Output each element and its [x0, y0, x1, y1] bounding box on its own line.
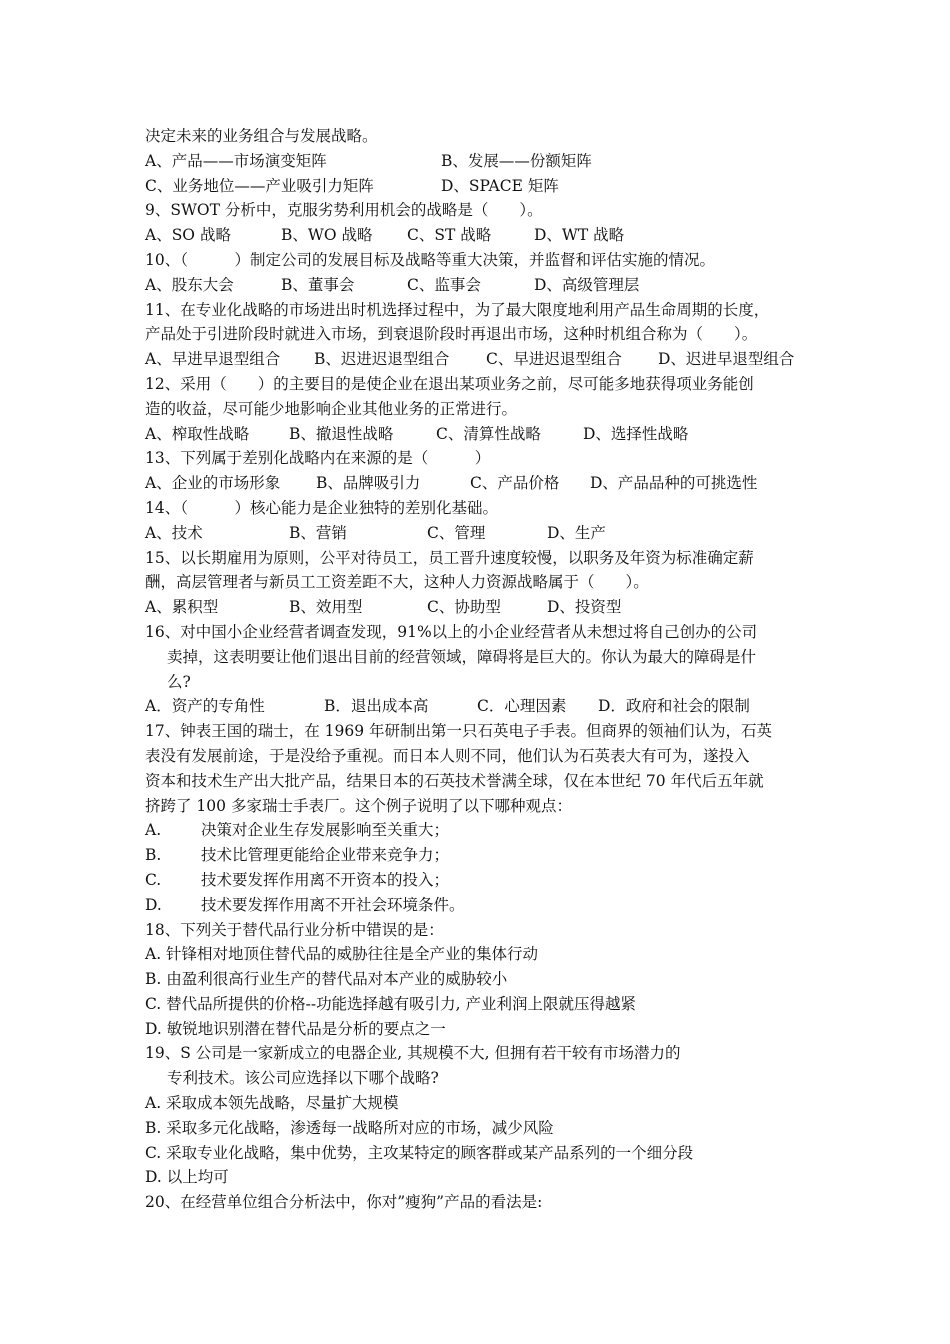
options-row — [145, 149, 817, 174]
option-d: D. 敏锐地识别潜在替代品是分析的要点之一 — [145, 1019, 446, 1038]
option-c: C、管理 — [427, 523, 486, 542]
option-b: B、效用型 — [289, 598, 363, 617]
option-b: B．退出成本高 — [324, 697, 429, 716]
options-row — [145, 422, 817, 447]
question-15-cont: 酬，高层管理者与新员工工资差距不大，这种人力资源战略属于（ ）。 — [145, 573, 649, 592]
option-key: B. — [145, 846, 162, 865]
option-a: A. 采取成本领先战略，尽量扩大规模 — [145, 1094, 399, 1113]
question-10: 10、（ ）制定公司的发展目标及战略等重大决策，并监督和评估实施的情况。 — [145, 250, 715, 269]
option-a: A、榨取性战略 — [145, 424, 250, 443]
question-11: 11、在专业化战略的市场进出时机选择过程中，为了最大限度地利用产品生命周期的长度， — [145, 300, 770, 319]
question-11-cont: 产品处于引进阶段时就进入市场，到衰退阶段时再退出市场，这种时机组合称为（ ）。 — [145, 325, 758, 344]
options-row — [145, 174, 817, 199]
options-row — [145, 273, 817, 298]
option-c: C、ST 战略 — [407, 226, 492, 245]
option-b: B、撤退性战略 — [289, 424, 394, 443]
option-a — [145, 818, 817, 843]
question-9: 9、SWOT 分析中，克服劣势利用机会的战略是（ ）。 — [145, 201, 543, 220]
question-16: 16、对中国小企业经营者调查发现，91%以上的小企业经营者从未想过将自己创办的公司 — [145, 622, 758, 641]
document-page — [145, 124, 817, 1215]
option-d: D、产品品种的可挑选性 — [590, 474, 758, 493]
option-key: C. — [145, 870, 162, 889]
option-d: D、WT 战略 — [534, 226, 625, 245]
options-row — [145, 223, 817, 248]
option-c: C、监事会 — [407, 275, 481, 294]
option-b: B、迟进迟退型组合 — [314, 350, 450, 369]
question-17: 17、钟表王国的瑞士，在 1969 年研制出第一只石英电子手表。但商界的领袖们认为，石英 — [145, 722, 773, 741]
option-d: D．政府和社会的限制 — [598, 697, 750, 716]
option-a: A、股东大会 — [145, 275, 234, 294]
option-c: C、早进迟退型组合 — [486, 350, 622, 369]
question-16-cont: 么? — [167, 672, 191, 691]
text-line: 决定未来的业务组合与发展战略。 — [145, 127, 378, 145]
option-b — [145, 843, 817, 868]
option-c: C、产品价格 — [470, 474, 560, 493]
question-19-cont: 专利技术。该公司应选择以下哪个战略? — [167, 1069, 439, 1088]
option-b: B、营销 — [289, 523, 347, 542]
option-c: C. 采取专业化战略，集中优势，主攻某特定的顾客群或某产品系列的一个细分段 — [145, 1143, 694, 1162]
question-20: 20、在经营单位组合分析法中，你对”瘦狗”产品的看法是: — [145, 1193, 543, 1212]
option-key: D. — [145, 895, 162, 914]
option-c: C．心理因素 — [477, 697, 567, 716]
option-d: D、生产 — [547, 523, 606, 542]
option-a: A、产品——市场演变矩阵 — [145, 151, 327, 170]
option-c: C. 替代品所提供的价格--功能选择越有吸引力, 产业利润上限就压得越紧 — [145, 994, 636, 1013]
option-a: A、技术 — [145, 523, 203, 542]
option-text: 技术比管理更能给企业带来竞争力； — [201, 846, 450, 865]
option-c: C、清算性战略 — [436, 424, 541, 443]
question-18: 18、下列关于替代品行业分析中错误的是： — [145, 920, 444, 939]
option-d: D、SPACE 矩阵 — [441, 176, 559, 195]
option-b: B、品牌吸引力 — [316, 474, 421, 493]
option-d: D、高级管理层 — [534, 275, 640, 294]
option-a: A、企业的市场形象 — [145, 474, 281, 493]
question-19: 19、S 公司是一家新成立的电器企业, 其规模不大, 但拥有若干较有市场潜力的 — [145, 1044, 681, 1063]
option-b: B、董事会 — [281, 275, 355, 294]
question-17-cont: 资本和技术生产出大批产品，结果日本的石英技术誉满全球，仅在本世纪 70 年代后五年就 — [145, 771, 764, 790]
question-12-cont: 造的收益，尽可能少地影响企业其他业务的正常进行。 — [145, 399, 518, 418]
option-b: B. 由盈利很高行业生产的替代品对本产业的威胁较小 — [145, 970, 508, 989]
option-b: B. 采取多元化战略，渗透每一战略所对应的市场，减少风险 — [145, 1118, 554, 1137]
question-13: 13、下列属于差别化战略内在来源的是（ ） — [145, 449, 491, 468]
option-text: 决策对企业生存发展影响至关重大； — [201, 821, 450, 840]
option-b: B、WO 战略 — [281, 226, 373, 245]
option-c — [145, 868, 817, 893]
option-text: 技术要发挥作用离不开社会环境条件。 — [201, 895, 465, 914]
option-a: A、早进早退型组合 — [145, 350, 281, 369]
option-a: A、SO 战略 — [145, 226, 231, 245]
options-row — [145, 471, 817, 496]
option-d: D、投资型 — [547, 598, 622, 617]
option-a: A．资产的专角性 — [145, 697, 265, 716]
question-16-cont: 卖掉，这表明要让他们退出目前的经营领域，障碍将是巨大的。你认为最大的障碍是什 — [167, 647, 757, 666]
option-c: C、业务地位——产业吸引力矩阵 — [145, 176, 374, 195]
options-row — [145, 521, 817, 546]
options-row — [145, 595, 817, 620]
option-key: A. — [145, 821, 162, 840]
question-15: 15、以长期雇用为原则，公平对待员工，员工晋升速度较慢，以职务及年资为标准确定薪 — [145, 548, 754, 567]
option-d: D. 以上均可 — [145, 1168, 229, 1187]
option-a: A、累积型 — [145, 598, 219, 617]
option-d: D、迟进早退型组合 — [658, 350, 795, 369]
options-row — [145, 347, 817, 372]
option-text: 技术要发挥作用离不开资本的投入； — [201, 870, 450, 889]
option-d: D、选择性战略 — [583, 424, 689, 443]
question-17-cont: 表没有发展前途，于是没给予重视。而日本人则不同，他们认为石英表大有可为，遂投入 — [145, 746, 750, 765]
option-c: C、协助型 — [427, 598, 501, 617]
question-17-cont: 挤跨了 100 多家瑞士手表厂。这个例子说明了以下哪种观点： — [145, 796, 572, 815]
option-a: A. 针锋相对地顶住替代品的威胁往往是全产业的集体行动 — [145, 945, 539, 964]
option-d — [145, 893, 817, 918]
option-b: B、发展——份额矩阵 — [441, 151, 592, 170]
options-row — [145, 694, 817, 719]
question-14: 14、（ ）核心能力是企业独特的差别化基础。 — [145, 498, 498, 517]
question-12: 12、采用（ ）的主要目的是使企业在退出某项业务之前，尽可能多地获得项业务能创 — [145, 374, 754, 393]
